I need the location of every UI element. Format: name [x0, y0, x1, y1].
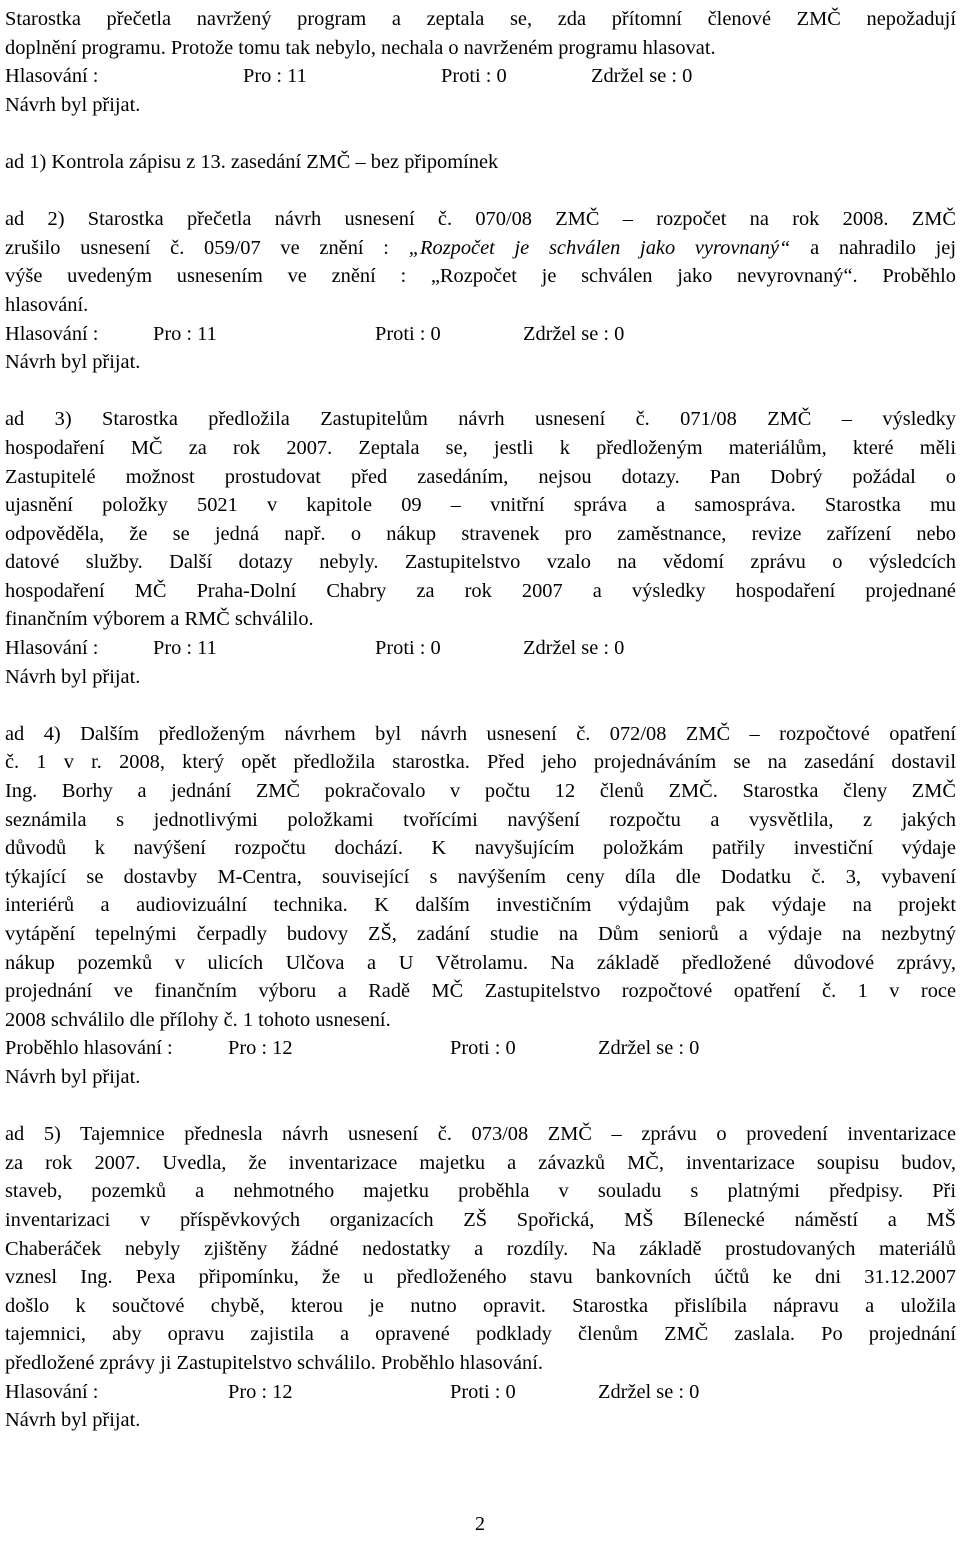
- vote-label: Hlasování :: [5, 1380, 99, 1403]
- vote-result: Návrh byl přijat.: [5, 351, 141, 374]
- vote-line: [5, 62, 956, 91]
- vote-proti: Proti : 0: [375, 637, 441, 660]
- vote-line: [5, 634, 956, 663]
- vote-label: Hlasování :: [5, 65, 99, 88]
- vote-pro: Pro : 11: [153, 322, 217, 345]
- vote-label: Proběhlo hlasování :: [5, 1037, 173, 1060]
- text-line: Chaberáček nebyly zjištěny žádné nedostatky a rozdíly. Na základě prostudovaných materiálů: [5, 1237, 956, 1260]
- vote-proti: Proti : 0: [450, 1037, 516, 1060]
- text-line: došlo k součtové chybě, kterou je nutno opravit. Starostka přislíbila nápravu a uložila: [5, 1294, 956, 1317]
- text-line: inventarizaci v příspěvkových organizacích ZŠ Spořická, MŠ Bílenecké náměstí a MŠ: [5, 1208, 956, 1231]
- item-3-paragraph: [5, 405, 956, 634]
- vote-result: Návrh byl přijat.: [5, 1409, 141, 1432]
- text-line: Zastupitelé možnost prostudovat před zasedáním, nejsou dotazy. Pan Dobrý požádal o: [5, 465, 956, 488]
- text-line: ujasnění položky 5021 v kapitole 09 – vnitřní správa a samospráva. Starostka mu: [5, 494, 956, 517]
- vote-line: [5, 1378, 956, 1407]
- text-line: ad 2) Starostka přečetla návrh usnesení č. 070/08 ZMČ – rozpočet na rok 2008. ZMČ: [5, 208, 956, 231]
- text-line: č. 1 v r. 2008, který opět předložila starostka. Před jeho projednáváním se na zasedání dostavil: [5, 751, 956, 774]
- vote-result: Návrh byl přijat.: [5, 93, 141, 116]
- text-line: ad 1) Kontrola zápisu z 13. zasedání ZMČ – bez připomínek: [5, 150, 499, 173]
- vote-proti: Proti : 0: [375, 322, 441, 345]
- vote-zdrzel: Zdržel se : 0: [523, 637, 625, 660]
- text-line: vznesl Ing. Pexa připomínku, že u předloženého stavu bankovních účtů ke dni 31.12.2007: [5, 1266, 956, 1289]
- text-line: datové služby. Další dotazy nebyly. Zastupitelstvo vzalo na vědomí zprávu o výsledcích: [5, 551, 956, 574]
- text-line: výše uvedeným usnesením ve znění : „Rozpočet je schválen jako nevyrovnaný“. Proběhlo: [5, 265, 956, 288]
- text-line: předložené zprávy ji Zastupitelstvo schválilo. Proběhlo hlasování.: [5, 1351, 543, 1374]
- text-line: Starostka přečetla navržený program a zeptala se, zda přítomní členové ZMČ nepožadují: [5, 8, 956, 30]
- text-line: tajemnici, aby opravu zajistila a opravené podklady členům ZMČ zaslala. Po projednání: [5, 1323, 956, 1346]
- text-line: 2008 schválilo dle přílohy č. 1 tohoto usnesení.: [5, 1008, 391, 1031]
- text-line: projednání ve finančním výboru a Radě MČ Zastupitelstvo rozpočtové opatření č. 1 v roce: [5, 980, 956, 1003]
- vote-line: [5, 1034, 956, 1063]
- vote-result: Návrh byl přijat.: [5, 1065, 141, 1088]
- text-line: finančním výborem a RMČ schválilo.: [5, 608, 314, 631]
- intro-paragraph: [5, 5, 956, 62]
- text-line: za rok 2007. Uvedla, že inventarizace majetku a závazků MČ, inventarizace soupisu budov,: [5, 1151, 956, 1174]
- vote-zdrzel: Zdržel se : 0: [598, 1380, 700, 1403]
- vote-pro: Pro : 12: [228, 1380, 293, 1403]
- text-line: seznámila s jednotlivými položkami tvořícími navýšení rozpočtu a vysvětlila, z jakých: [5, 808, 956, 831]
- document-page: [5, 5, 956, 1435]
- text-line: ad 4) Dalším předloženým návrhem byl návrh usnesení č. 072/08 ZMČ – rozpočtové opatření: [5, 722, 956, 745]
- vote-zdrzel: Zdržel se : 0: [591, 65, 693, 88]
- vote-result: Návrh byl přijat.: [5, 665, 141, 688]
- text-line: důvodů k navýšení rozpočtu dochází. K navyšujícím položkám patřily investiční výdaje: [5, 837, 956, 860]
- item-5-paragraph: [5, 1120, 956, 1377]
- vote-proti: Proti : 0: [441, 65, 507, 88]
- text-line: doplnění programu. Protože tomu tak nebylo, nechala o navrženém programu hlasovat.: [5, 36, 716, 59]
- vote-label: Hlasování :: [5, 637, 99, 660]
- vote-line: [5, 320, 956, 349]
- item-1-paragraph: [5, 148, 956, 177]
- text-line: odpověděla, že se jedná např. o nákup stravenek pro zaměstnance, revize zařízení nebo: [5, 522, 956, 545]
- text-line: nákup pozemků v ulicích Ulčova a U Větrolamu. Na základě předložené důvodové zprávy,: [5, 951, 956, 974]
- page-number: 2: [475, 1513, 485, 1535]
- text-line: hospodaření MČ Praha-Dolní Chabry za rok 2007 a výsledky hospodaření projednané: [5, 579, 956, 602]
- item-2-paragraph: [5, 205, 956, 319]
- vote-pro: Pro : 11: [153, 637, 217, 660]
- quote-italic: „Rozpočet je schválen jako vyrovnaný“: [408, 236, 791, 259]
- vote-zdrzel: Zdržel se : 0: [523, 322, 625, 345]
- vote-zdrzel: Zdržel se : 0: [598, 1037, 700, 1060]
- vote-pro: Pro : 12: [228, 1037, 293, 1060]
- item-4-paragraph: [5, 720, 956, 1035]
- text-line: vytápění tepelnými čerpadly budovy ZŠ, zadání studie na Dům seniorů a výdaje na nezbytný: [5, 923, 956, 945]
- text-line: staveb, pozemků a nehmotného majetku proběhla v souladu s platnými předpisy. Při: [5, 1180, 956, 1203]
- text-line: hlasování.: [5, 293, 89, 316]
- vote-pro: Pro : 11: [243, 65, 307, 88]
- vote-proti: Proti : 0: [450, 1380, 516, 1403]
- text-line: interiérů a audiovizuální technika. K dalším investičním výdajům pak výdaje na projekt: [5, 894, 956, 917]
- text-line: ad 5) Tajemnice přednesla návrh usnesení č. 073/08 ZMČ – zprávu o provedení inventarizace: [5, 1123, 956, 1146]
- text-line: hospodaření MČ za rok 2007. Zeptala se, jestli k předloženým materiálům, které měli: [5, 436, 956, 459]
- text-line: zrušilo usnesení č. 059/07 ve znění : „Rozpočet je schválen jako vyrovnaný“ a nahradilo jej: [5, 236, 956, 259]
- text-line: týkající se dostavby M-Centra, související s navýšením ceny díla dle Dodatku č. 3, vybavení: [5, 865, 956, 888]
- text-line: ad 3) Starostka předložila Zastupitelům návrh usnesení č. 071/08 ZMČ – výsledky: [5, 408, 956, 431]
- vote-label: Hlasování :: [5, 322, 99, 345]
- text-line: Ing. Borhy a jednání ZMČ pokračovalo v počtu 12 členů ZMČ. Starostka členy ZMČ: [5, 780, 956, 803]
